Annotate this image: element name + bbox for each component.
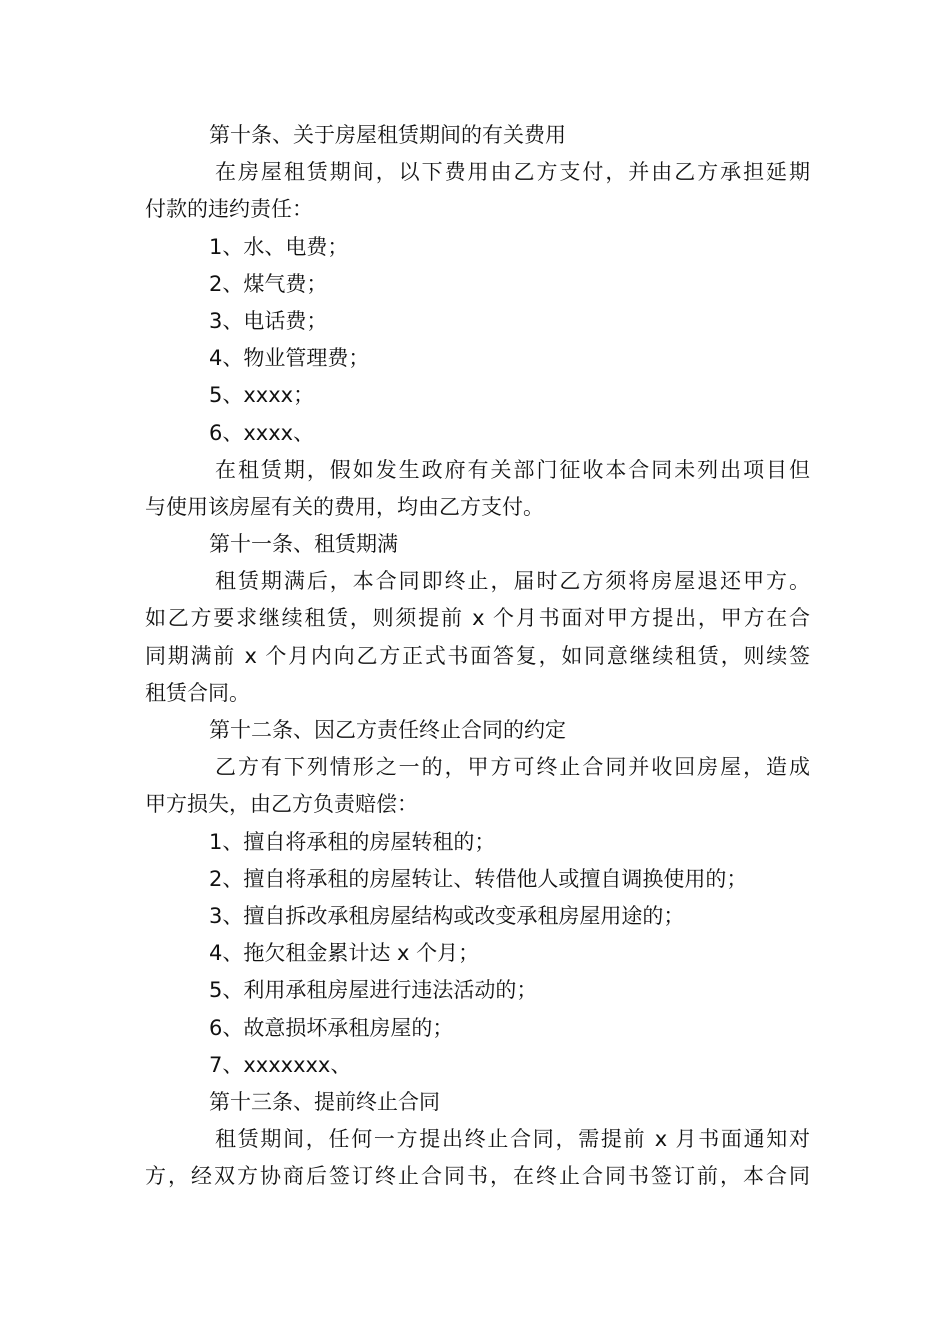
article-heading: 第十二条、因乙方责任终止合同的约定 — [209, 718, 566, 742]
paragraph-first-line: 在房屋租赁期间，以下费用由乙方支付，并由乙方承担延期 — [215, 160, 810, 185]
paragraph-line: 与使用该房屋有关的费用，均由乙方支付。 — [145, 494, 544, 519]
list-item: 3、擅自拆改承租房屋结构或改变承租房屋用途的； — [209, 903, 685, 928]
article-heading: 第十一条、租赁期满 — [209, 532, 398, 557]
paragraph-first-line: 乙方有下列情形之一的，甲方可终止合同并收回房屋，造成 — [215, 755, 810, 780]
paragraph-line: 甲方损失，由乙方负责赔偿： — [145, 792, 418, 817]
paragraph-line: 方，经双方协商后签订终止合同书，在终止合同书签订前，本合同 — [145, 1164, 810, 1189]
article-heading: 第十条、关于房屋租赁期间的有关费用 — [209, 123, 566, 147]
list-item: 1、擅自将承租的房屋转租的； — [209, 829, 496, 854]
list-item: 4、拖欠租金累计达 x 个月； — [209, 941, 480, 966]
list-item: 3、电话费； — [209, 308, 328, 333]
list-item: 6、xxxx、 — [209, 420, 315, 445]
list-item: 1、水、电费； — [209, 234, 349, 259]
paragraph-line: 如乙方要求继续租赁，则须提前 x 个月书面对甲方提出，甲方在合 — [145, 606, 810, 631]
document-body — [145, 117, 810, 1195]
paragraph-first-line: 租赁期间，任何一方提出终止合同，需提前 x 月书面通知对 — [215, 1127, 810, 1152]
paragraph-line: 同期满前 x 个月内向乙方正式书面答复，如同意继续租赁，则续签 — [145, 643, 810, 668]
paragraph-line: 付款的违约责任： — [145, 197, 313, 222]
list-item: 5、利用承租房屋进行违法活动的； — [209, 978, 538, 1003]
paragraph-first-line: 在租赁期，假如发生政府有关部门征收本合同未列出项目但 — [215, 457, 810, 482]
paragraph-first-line: 租赁期满后，本合同即终止，届时乙方须将房屋退还甲方。 — [215, 569, 810, 594]
list-item: 6、故意损坏承租房屋的； — [209, 1015, 454, 1040]
article-heading: 第十三条、提前终止合同 — [209, 1089, 440, 1114]
list-item: 5、xxxx； — [209, 383, 315, 408]
list-item: 4、物业管理费； — [209, 346, 370, 371]
list-item: 2、煤气费； — [209, 271, 328, 296]
list-item: 7、xxxxxxx、 — [209, 1052, 352, 1077]
list-item: 2、擅自将承租的房屋转让、转借他人或擅自调换使用的； — [209, 866, 748, 891]
paragraph-line: 租赁合同。 — [145, 680, 250, 705]
